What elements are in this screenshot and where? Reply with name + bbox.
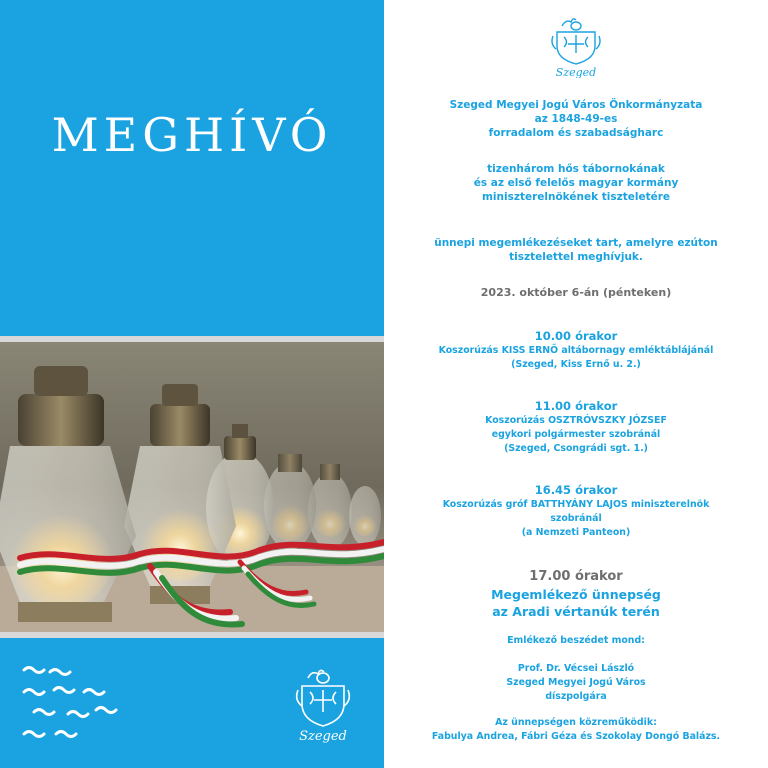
main-event-block bbox=[384, 568, 768, 620]
speaker-line: díszpolgára bbox=[545, 691, 607, 702]
intro-line: az 1848-49-es bbox=[534, 113, 618, 125]
invitation-title: MEGHÍVÓ bbox=[51, 108, 333, 162]
dedication-line: miniszterelnökének tiszteletére bbox=[481, 191, 671, 203]
intro-line: forradalom és szabadságharc bbox=[488, 127, 664, 139]
invitation-line: ünnepi megemlékezéseket tart, amelyre ezúton bbox=[434, 237, 718, 249]
logo-text: Szeged bbox=[555, 66, 597, 78]
event-line: (Szeged, Csongrádi sgt. 1.) bbox=[504, 443, 648, 454]
crest-icon bbox=[548, 14, 604, 78]
dedication-line: és az első felelős magyar kormány bbox=[473, 177, 679, 189]
event-line: Koszorúzás OSZTRÓVSZKY JÓZSEF bbox=[485, 415, 667, 426]
intro-line: Szeged Megyei Jogú Város Önkormányzata bbox=[449, 99, 703, 111]
szeged-crest-logo-top bbox=[548, 14, 604, 78]
crest-icon bbox=[292, 664, 354, 744]
wave-marks-icon bbox=[20, 662, 130, 746]
event-time: 16.45 órakor bbox=[534, 483, 618, 497]
logo-text: Szeged bbox=[299, 729, 347, 744]
memorial-photo bbox=[0, 336, 384, 638]
performers-label: Az ünnepségen közreműködik: bbox=[495, 717, 657, 728]
event-block-2 bbox=[384, 398, 768, 456]
event-line: (Szeged, Kiss Ernő u. 2.) bbox=[511, 359, 641, 370]
event-line: Koszorúzás KISS ERNŐ altábornagy emléktáblájánál bbox=[438, 345, 714, 356]
event-block-1 bbox=[384, 328, 768, 372]
dedication-line: tizenhárom hős tábornokának bbox=[487, 163, 665, 175]
dedication-block bbox=[384, 162, 768, 204]
main-event-line: Megemlékező ünnepség bbox=[491, 587, 661, 602]
event-date: 2023. október 6-án (pénteken) bbox=[480, 286, 672, 299]
main-event-time: 17.00 órakor bbox=[529, 569, 623, 584]
invitation-block bbox=[384, 236, 768, 264]
right-panel bbox=[384, 0, 768, 768]
intro-block bbox=[384, 98, 768, 140]
event-line: Koszorúzás gróf BATTHYÁNY LAJOS miniszterelnök bbox=[442, 499, 710, 510]
memorial-candle-lanterns-icon bbox=[0, 336, 384, 638]
event-line: (a Nemzeti Panteon) bbox=[521, 527, 631, 538]
invitation-line: tisztelettel meghívjuk. bbox=[509, 251, 643, 263]
speaker-line: Szeged Megyei Jogú Város bbox=[506, 677, 646, 688]
speaker-line: Prof. Dr. Vécsei László bbox=[517, 663, 635, 674]
event-line: szobránál bbox=[550, 513, 602, 524]
event-block-3 bbox=[384, 482, 768, 540]
performers-names: Fabulya Andrea, Fábri Géza és Szokolay Dongó Balázs. bbox=[431, 731, 721, 742]
event-line: egykori polgármester szobránál bbox=[491, 429, 661, 440]
speaker-block bbox=[384, 662, 768, 704]
speech-label: Emlékező beszédet mond: bbox=[507, 635, 645, 646]
szeged-crest-logo-bottom bbox=[292, 664, 354, 744]
main-event-line: az Aradi vértanúk terén bbox=[492, 604, 660, 619]
event-time: 10.00 órakor bbox=[534, 329, 618, 343]
performers-block bbox=[384, 716, 768, 744]
event-time: 11.00 órakor bbox=[534, 399, 618, 413]
